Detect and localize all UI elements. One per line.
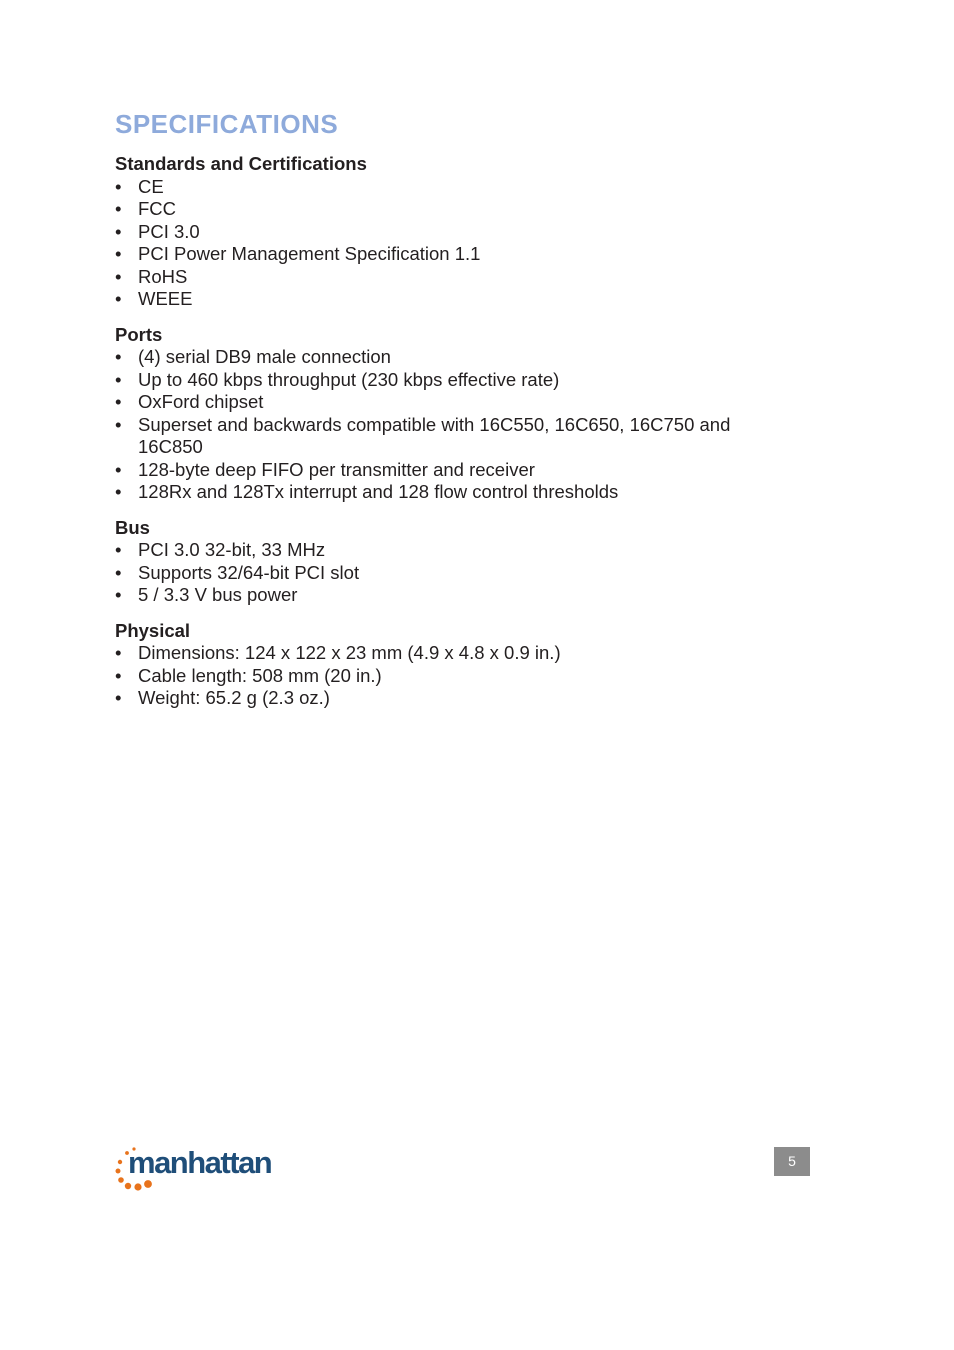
list-item: • PCI 3.0 32-bit, 33 MHz xyxy=(115,539,326,560)
section-ports xyxy=(115,324,795,504)
bullet: • xyxy=(115,288,122,309)
bullet: • xyxy=(115,539,122,560)
section-standards xyxy=(115,153,795,311)
bullet: • xyxy=(115,413,122,435)
bullet: • xyxy=(115,346,122,367)
logo-wordmark: manhattan xyxy=(128,1145,272,1180)
manhattan-logo-icon xyxy=(115,1140,290,1192)
list-item: • Weight: 65.2 g (2.3 oz.) xyxy=(115,687,330,708)
list-item: • PCI Power Management Specification 1.1 xyxy=(115,243,481,264)
list-item: • 128Rx and 128Tx interrupt and 128 flow control thresholds xyxy=(115,481,619,502)
bullet: • xyxy=(115,687,122,708)
bullet: • xyxy=(115,220,122,242)
bullet: • xyxy=(115,664,122,686)
section-heading: Standards and Certifications xyxy=(115,153,367,174)
bullet: • xyxy=(115,198,122,219)
bullet: • xyxy=(115,481,122,502)
list-item: • Up to 460 kbps throughput (230 kbps effective rate) xyxy=(115,368,560,390)
list-item: • CE xyxy=(115,175,164,197)
list-item: • FCC xyxy=(115,198,177,219)
bullet-list xyxy=(115,346,795,504)
section-heading: Physical xyxy=(115,619,191,641)
section-bus xyxy=(115,517,795,607)
page-number: 5 xyxy=(774,1147,810,1176)
list-item: • 5 / 3.3 V bus power xyxy=(115,584,298,605)
section-physical xyxy=(115,620,795,710)
manhattan-logo xyxy=(115,1140,290,1192)
list-item: • Cable length: 508 mm (20 in.) xyxy=(115,664,382,686)
list-item: • Superset and backwards compatible with 16C550, 16C650, 16C750 and 16C850 xyxy=(115,413,731,457)
list-item: • PCI 3.0 xyxy=(115,220,200,242)
bullet: • xyxy=(115,642,122,663)
page-content xyxy=(115,108,795,723)
list-item: • Supports 32/64-bit PCI slot xyxy=(115,561,360,583)
bullet-list xyxy=(115,539,795,607)
bullet: • xyxy=(115,584,122,605)
list-item: • 128-byte deep FIFO per transmitter and receiver xyxy=(115,458,535,480)
section-heading: Bus xyxy=(115,516,150,538)
bullet: • xyxy=(115,265,122,287)
bullet: • xyxy=(115,561,122,583)
list-item: • WEEE xyxy=(115,288,193,309)
list-item: • RoHS xyxy=(115,265,188,287)
list-item: • Dimensions: 124 x 122 x 23 mm (4.9 x 4.8 x 0.9 in.) xyxy=(115,642,561,663)
list-item: • (4) serial DB9 male connection xyxy=(115,346,391,367)
bullet: • xyxy=(115,391,122,412)
bullet: • xyxy=(115,175,122,197)
bullet-list xyxy=(115,642,795,710)
bullet: • xyxy=(115,243,122,264)
page-title: SPECIFICATIONS xyxy=(115,109,339,139)
list-item: • OxFord chipset xyxy=(115,391,264,412)
bullet-list xyxy=(115,176,795,311)
section-heading: Ports xyxy=(115,323,163,345)
bullet: • xyxy=(115,458,122,480)
bullet: • xyxy=(115,368,122,390)
